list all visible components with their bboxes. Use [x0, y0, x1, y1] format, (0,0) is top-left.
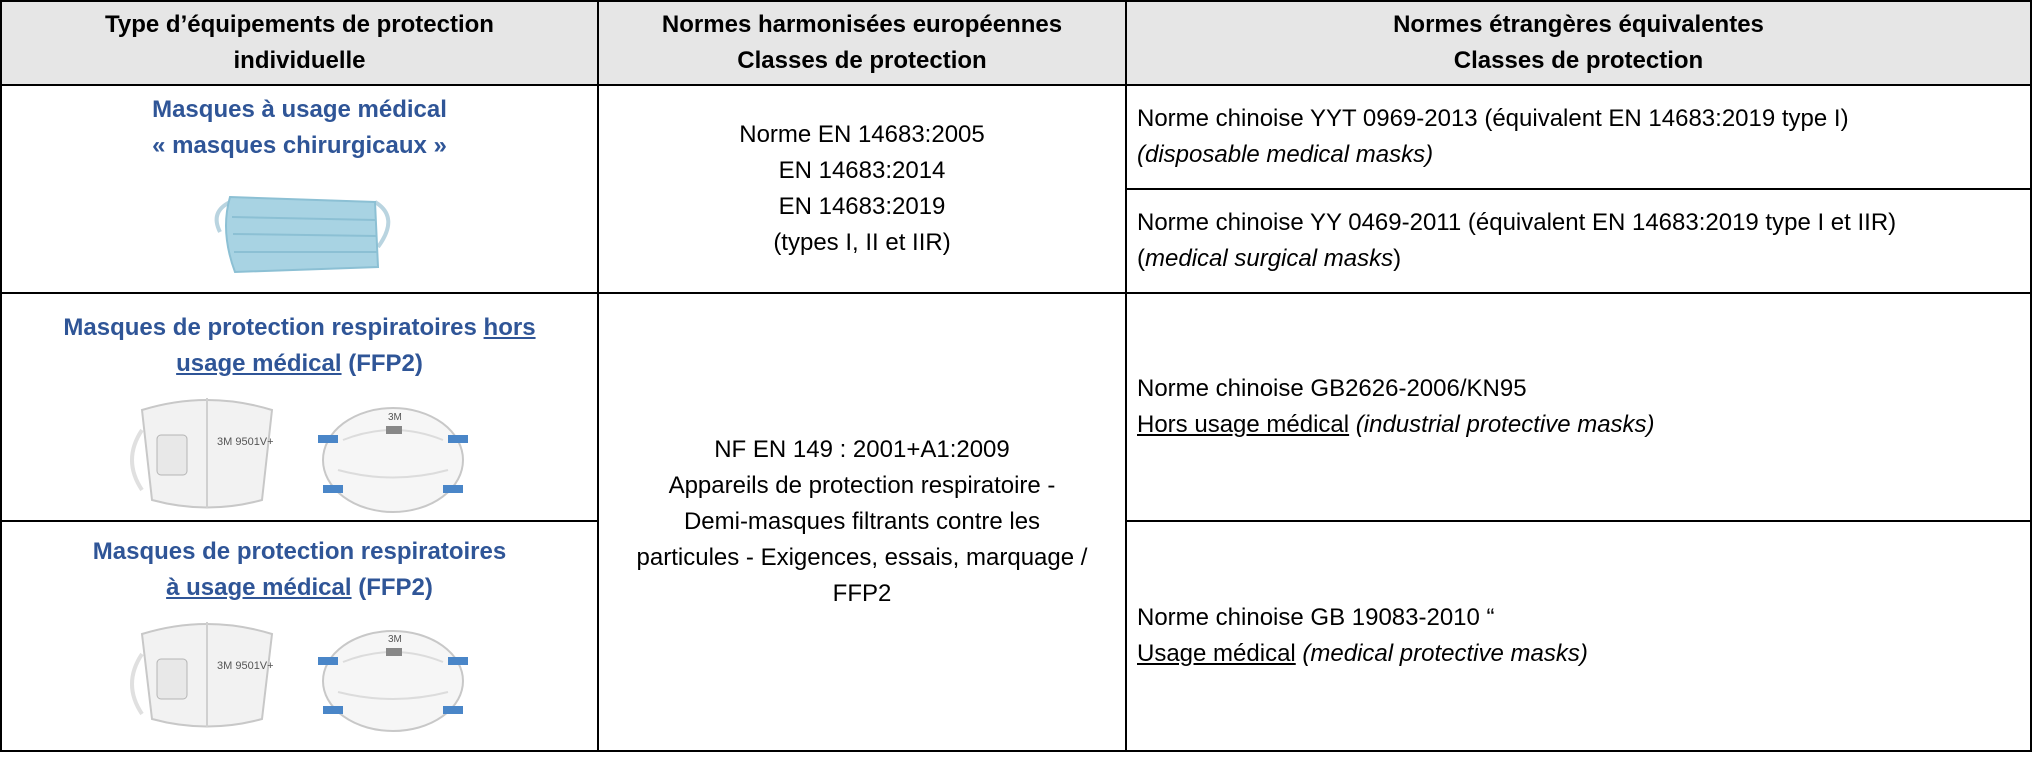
cell-ffp2-nonmedical-foreign [1126, 293, 2031, 521]
ffp2-nonmed-title-line1 [2, 310, 597, 346]
ffp2-med-images [2, 614, 597, 739]
ffp2-eu-line3: Demi-masques filtrants contre les [683, 508, 1041, 535]
surgical-mask-image [2, 172, 597, 292]
surgical-eu-line3: EN 14683:2019 [778, 193, 946, 220]
ffp2-med-title-line1: Masques de protection respiratoires [92, 538, 507, 565]
header-eu-norms [598, 1, 1126, 85]
header-eu-line2: Classes de protection [737, 47, 987, 74]
surgical-eu-line2: EN 14683:2014 [778, 157, 946, 184]
ffp2-eu-line5: FFP2 [832, 580, 892, 607]
surgical-eu-line4: (types I, II et IIR) [773, 229, 951, 256]
surgical-foreign-b-note-line [1137, 241, 2030, 277]
valve-mask-label-2: 3M 9501V+ [216, 660, 274, 672]
ffp2-nonmed-title-a: Masques de protection respiratoires [63, 314, 484, 341]
cell-surgical-eu-norms [598, 85, 1126, 293]
valve-mask-icon [122, 390, 292, 520]
ffp2-med-foreign-line2 [1137, 636, 2030, 672]
ffp2-med-foreign-note: (medical protective masks) [1295, 640, 1588, 667]
cell-surgical-type [1, 85, 598, 293]
ffp2-nonmed-foreign-line1: Norme chinoise GB2626-2006/KN95 [1137, 375, 1527, 402]
ffp2-med-title-line2 [2, 570, 597, 606]
cup-mask-icon [308, 390, 478, 520]
ffp2-med-foreign-line1: Norme chinoise GB 19083-2010 “ [1137, 604, 1495, 631]
cell-ffp2-eu-norms [598, 293, 1126, 751]
ffp2-nonmed-images [2, 390, 597, 520]
surgical-title-line2: « masques chirurgicaux » [152, 132, 447, 159]
surgical-foreign-b-text: Norme chinoise YY 0469-2011 (équivalent EN 14683:2019 type I et IIR) [1137, 209, 1897, 236]
surgical-foreign-a-text: Norme chinoise YYT 0969-2013 (équivalent EN 14683:2019 type I) [1137, 105, 1849, 132]
cell-ffp2-medical-foreign [1126, 521, 2031, 751]
header-foreign-norms [1126, 1, 2031, 85]
header-type-line1: Type d’équipements de protection [105, 11, 494, 38]
surgical-foreign-a-note: (disposable medical masks) [1137, 141, 1434, 168]
ffp2-nonmed-title-line2 [2, 346, 597, 382]
ffp2-nonmed-title-b: (FFP2) [341, 350, 423, 377]
row-surgical-a [1, 85, 2031, 189]
header-row [1, 1, 2031, 85]
header-type-line2: individuelle [233, 47, 366, 74]
row-ffp2-nonmedical [1, 293, 2031, 521]
header-foreign-line2: Classes de protection [1453, 47, 1704, 74]
surgical-title-line1: Masques à usage médical [152, 96, 447, 123]
ffp2-nonmed-title-u2: usage médical [176, 350, 342, 377]
cell-surgical-foreign-a [1126, 85, 2031, 189]
ffp2-eu-line1: NF EN 149 : 2001+A1:2009 [714, 436, 1010, 463]
ffp2-eu-line4: particules - Exigences, essais, marquage / [636, 544, 1088, 571]
surgical-eu-line1: Norme EN 14683:2005 [739, 121, 985, 148]
surgical-foreign-b-note: medical surgical masks [1145, 245, 1394, 272]
paren-close: ) [1393, 245, 1402, 272]
ffp2-nonmed-foreign-line2 [1137, 407, 2030, 443]
ffp2-med-title-b: (FFP2) [351, 574, 433, 601]
ffp2-nonmed-foreign-note: (industrial protective masks) [1349, 411, 1655, 438]
ffp2-nonmed-foreign-u: Hors usage médical [1137, 411, 1350, 438]
paren-open: ( [1137, 245, 1145, 272]
header-foreign-line1: Normes étrangères équivalentes [1393, 11, 1764, 38]
cup-mask-label: 3M [387, 412, 402, 423]
ffp2-nonmed-title-u1: hors [483, 314, 536, 341]
cell-ffp2-medical-type [1, 521, 598, 751]
cup-mask-icon-2 [308, 614, 478, 739]
surgical-mask-icon [200, 172, 400, 292]
ffp2-eu-line2: Appareils de protection respiratoire - [668, 472, 1056, 499]
header-eu-line1: Normes harmonisées européennes [661, 11, 1063, 38]
cup-mask-label-2: 3M [387, 634, 402, 645]
cell-ffp2-nonmedical-type [1, 293, 598, 521]
valve-mask-icon-2 [122, 614, 292, 739]
cell-surgical-foreign-b [1126, 189, 2031, 293]
header-type [1, 1, 598, 85]
ffp2-med-foreign-u: Usage médical [1137, 640, 1296, 667]
valve-mask-label: 3M 9501V+ [216, 436, 274, 448]
ffp2-med-title-u: à usage médical [166, 574, 352, 601]
